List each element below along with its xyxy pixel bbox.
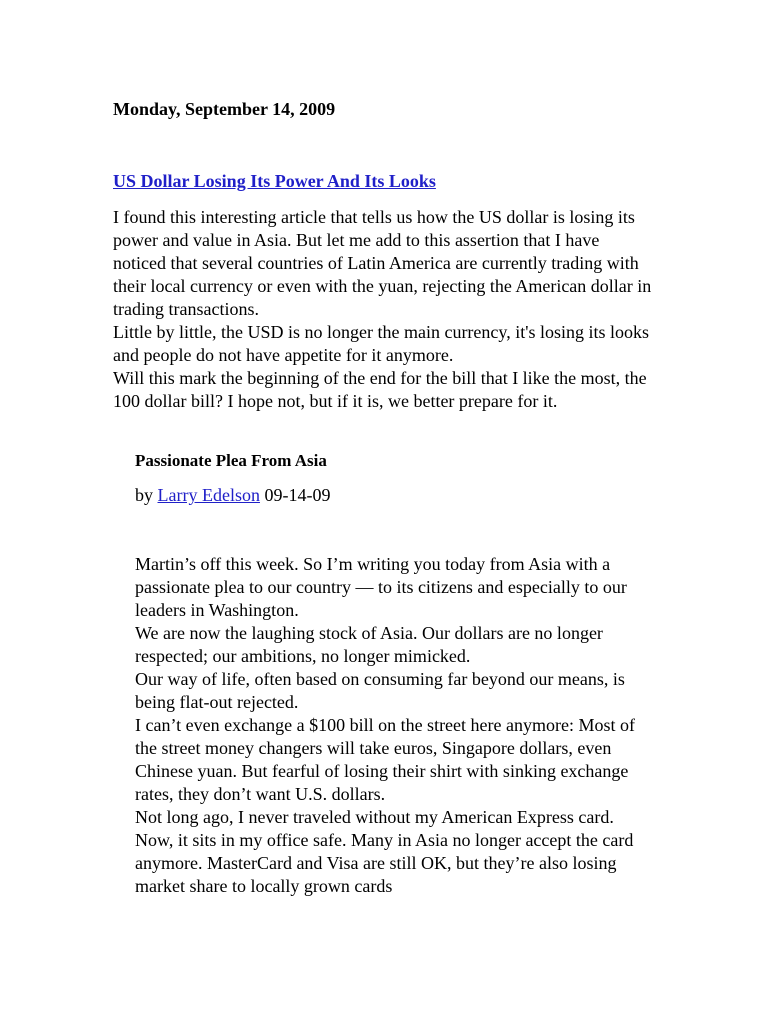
article-paragraph: Our way of life, often based on consuming far beyond our means, is being flat-out rejected. (135, 669, 625, 712)
intro-paragraph: Will this mark the beginning of the end for the bill that I like the most, the 100 dollar bill? I hope not, but if it is, we better prepare for it. (113, 368, 647, 411)
article-byline (135, 484, 330, 506)
article-title: Passionate Plea From Asia (135, 451, 327, 470)
post-intro (113, 206, 653, 413)
intro-paragraph: I found this interesting article that tells us how the US dollar is losing its power and value in Asia. But let me add to this assertion that I have noticed that several countries of Latin America are currently trading with their local currency or even with the yuan, rejecting the American dollar in trading transactions. (113, 207, 652, 319)
article-paragraph: Martin’s off this week. So I’m writing you today from Asia with a passionate plea to our country — to its citizens and especially to our leaders in Washington. (135, 554, 627, 620)
author-link[interactable]: Larry Edelson (157, 485, 260, 505)
post-date: Monday, September 14, 2009 (113, 99, 336, 119)
post-title (113, 170, 436, 192)
post-title-link[interactable]: US Dollar Losing Its Power And Its Looks (113, 171, 436, 191)
article-body (135, 553, 635, 898)
article-paragraph: We are now the laughing stock of Asia. Our dollars are no longer respected; our ambitions, no longer mimicked. (135, 623, 603, 666)
byline-prefix: by (135, 485, 153, 505)
intro-paragraph: Little by little, the USD is no longer the main currency, it's losing its looks and people do not have appetite for it anymore. (113, 322, 650, 365)
article-paragraph: I can’t even exchange a $100 bill on the street here anymore: Most of the street money changers will take euros, Singapore dollars, even Chinese yuan. But fearful of losing their shirt with sinking exchange rates, they don’t want U.S. dollars. (135, 715, 635, 804)
article-date: 09-14-09 (264, 485, 331, 505)
article-paragraph: Not long ago, I never traveled without my American Express card. Now, it sits in my office safe. Many in Asia no longer accept the card anymore. MasterCard and Visa are still OK, but they’re also losing market share to locally grown cards (135, 807, 634, 896)
